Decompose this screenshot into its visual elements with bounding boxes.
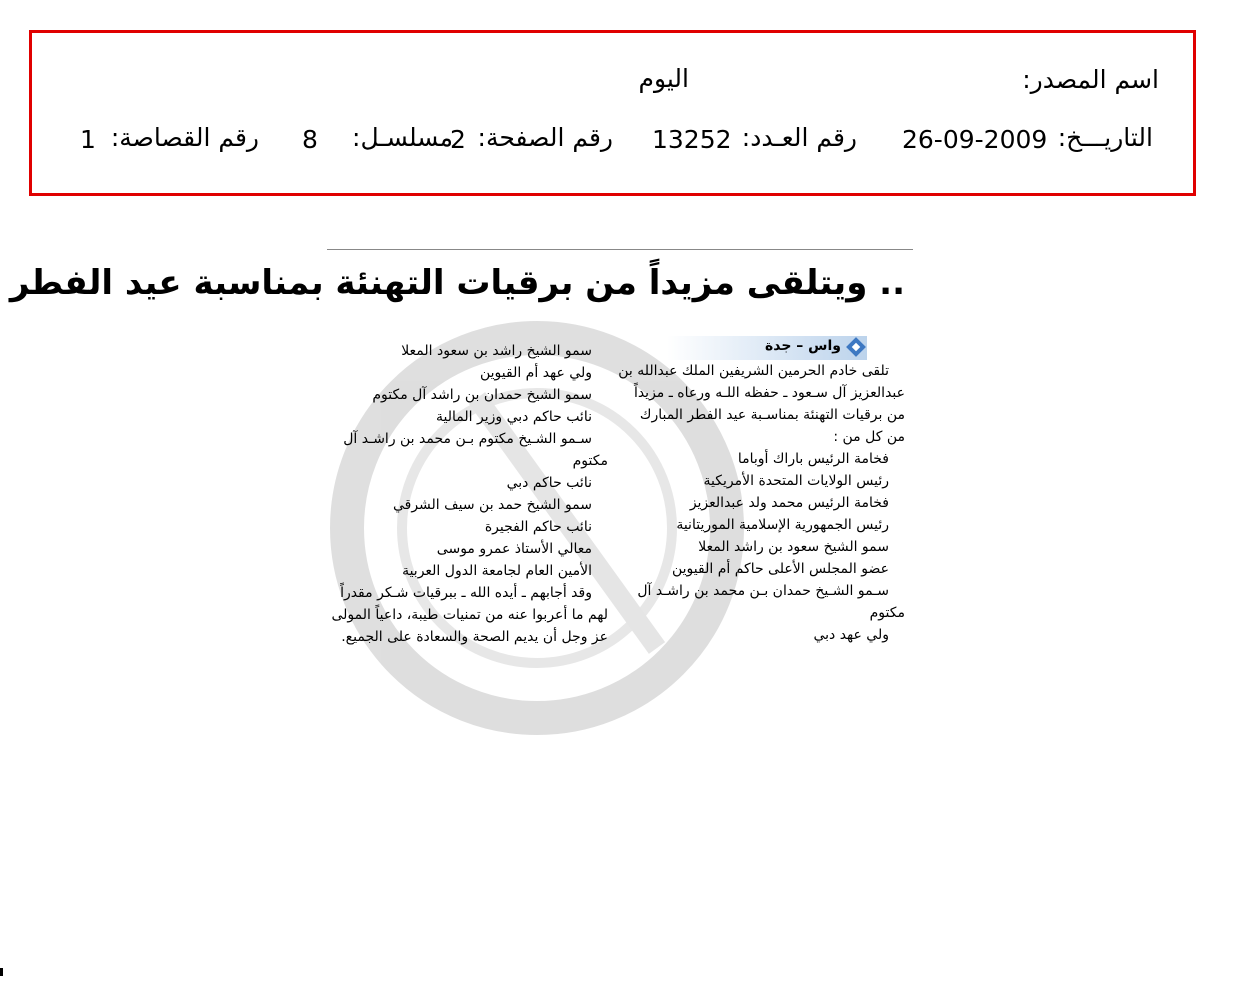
article-line: عز وجل أن يديم الصحة والسعادة على الجميع. (341, 629, 608, 645)
article-line: مكتوم (572, 453, 608, 469)
diamond-icon (846, 337, 866, 357)
clip-number-value: 1 (80, 125, 96, 154)
article-headline: .. ويتلقى مزيداً من برقيات التهنئة بمناسبة عيد الفطر (9, 263, 905, 303)
article-line: ولي عهد دبي (813, 627, 889, 643)
article-line: مكتوم (869, 605, 905, 621)
page-label: رقم الصفحة: (477, 123, 613, 152)
article-line: سمو الشيخ حمد بن سيف الشرقي (392, 497, 592, 513)
byline: واس – جدة (764, 338, 841, 354)
page-value: 2 (450, 125, 466, 154)
article-line: سمو الشيخ راشد بن سعود المعلا (401, 343, 592, 359)
article-line: من برقيات التهنئة بمناسـبة عيد الفطر المبارك (639, 407, 905, 423)
source-label: اسم المصدر: (1022, 65, 1159, 94)
article-line: لهم ما أعربوا عنه من تمنيات طيبة، داعياً المولى (331, 607, 608, 623)
article-line: رئيس الجمهورية الإسلامية الموريتانية (676, 517, 889, 533)
issue-value: 13252 (652, 125, 732, 154)
article-line: وقد أجابهم ـ أيده الله ـ ببرقيات شـكر مقدراً (340, 585, 592, 601)
page-corner-mark (0, 968, 3, 976)
article-line: معالي الأستاذ عمرو موسى (436, 541, 592, 557)
serial-label: مسلسـل: (352, 123, 453, 152)
article-line: فخامة الرئيس محمد ولد عبدالعزيز (689, 495, 889, 511)
article-column-left (331, 340, 608, 648)
article-line: ولي عهد أم القيوين (479, 365, 592, 381)
article-line: سمو الشيخ سعود بن راشد المعلا (698, 539, 889, 555)
article-line: فخامة الرئيس باراك أوباما (737, 451, 889, 467)
article-line: الأمين العام لجامعة الدول العربية (402, 563, 592, 579)
article-line: سـمو الشـيخ مكتوم بـن محمد بن راشـد آل (343, 431, 592, 447)
date-label: التاريـــخ: (1057, 123, 1153, 152)
date-value: 26-09-2009 (902, 125, 1048, 154)
article-line: نائب حاكم دبي (506, 475, 592, 491)
serial-value: 8 (302, 125, 318, 154)
article-line: نائب حاكم الفجيرة (484, 519, 592, 535)
article-column-right (618, 360, 905, 646)
article-line: من كل من : (833, 429, 905, 445)
byline-band (667, 336, 867, 360)
newspaper-clipping (9, 248, 913, 668)
article-line: رئيس الولايات المتحدة الأمريكية (703, 473, 889, 489)
article-line: نائب حاكم دبي وزير المالية (436, 409, 592, 425)
issue-label: رقم العـدد: (741, 123, 857, 152)
top-rule (327, 249, 913, 250)
source-value: اليوم (638, 64, 689, 93)
article-line: عبدالعزيز آل سـعود ـ حفظه اللـه ورعاه ـ مزيداً (633, 385, 905, 401)
article-line: عضو المجلس الأعلى حاكم أم القيوين (672, 561, 889, 577)
article-line: سـمو الشـيخ حمدان بـن محمد بن راشـد آل (637, 583, 889, 599)
article-line: سمو الشيخ حمدان بن راشد آل مكتوم (372, 387, 592, 403)
clipping-metadata-box (29, 30, 1196, 196)
article-line: تلقى خادم الحرمين الشريفين الملك عبدالله بن (618, 363, 889, 379)
clip-number-label: رقم القصاصة: (110, 123, 259, 152)
